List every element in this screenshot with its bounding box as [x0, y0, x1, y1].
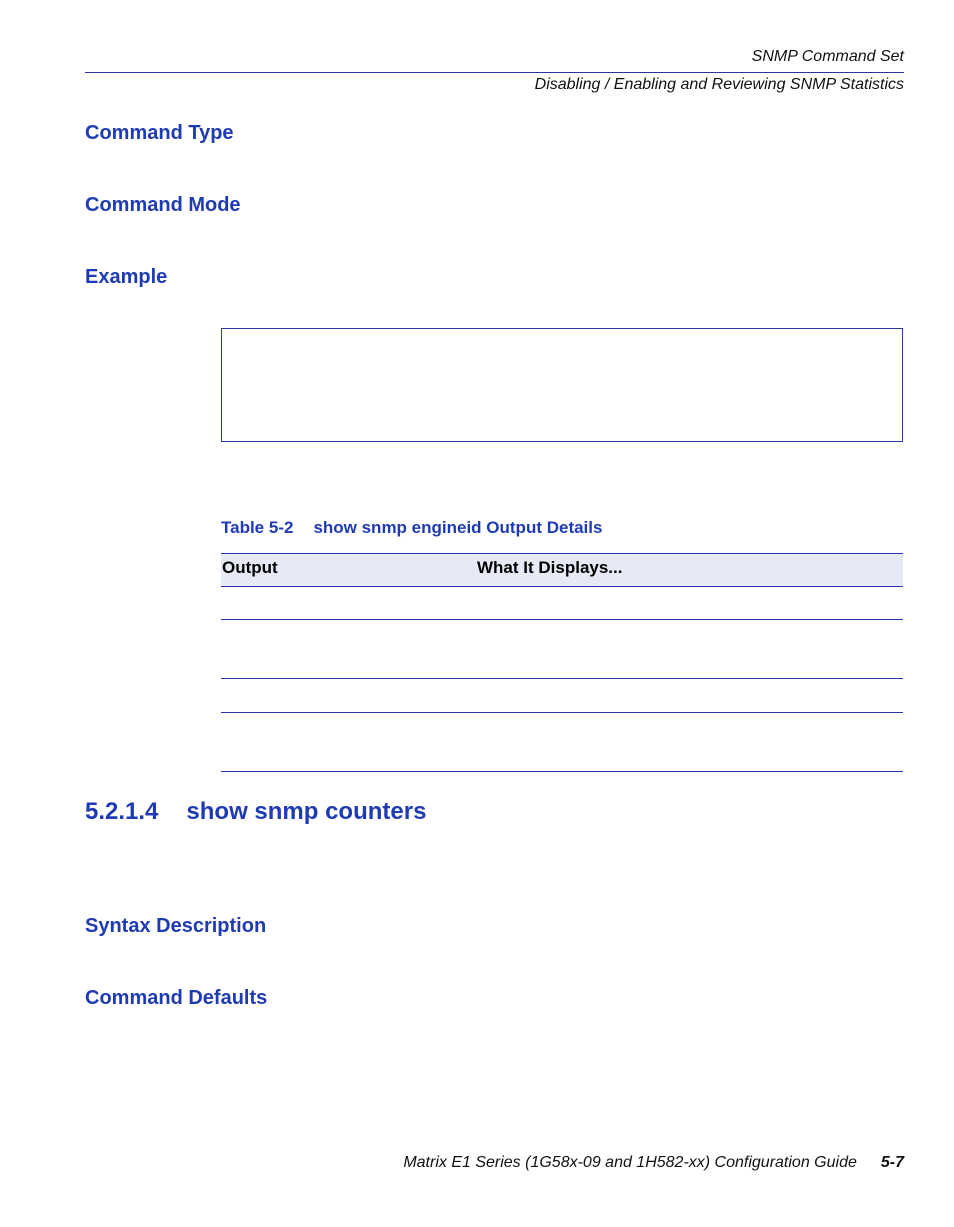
heading-example: Example: [85, 266, 168, 288]
section-title: [85, 798, 426, 826]
table-caption-title: show snmp engineid Output Details: [313, 518, 603, 537]
running-header-chapter: SNMP Command Set: [751, 48, 904, 65]
example-code-box: [221, 328, 903, 442]
table-caption: [221, 518, 602, 538]
running-header-section: Disabling / Enabling and Reviewing SNMP Statistics: [534, 76, 904, 93]
heading-command-defaults: Command Defaults: [85, 987, 268, 1009]
section-number: 5.2.1.4: [85, 798, 159, 825]
heading-command-mode: Command Mode: [85, 194, 241, 216]
table-header-row: [221, 553, 903, 587]
table-row-divider: [221, 678, 903, 679]
table-row-divider: [221, 771, 903, 772]
footer-guide-title: Matrix E1 Series (1G58x-09 and 1H582-xx) Configuration Guide: [403, 1154, 857, 1171]
footer-page-number: 5-7: [880, 1154, 904, 1171]
table-header-what-it-displays: What It Displays...: [477, 558, 623, 577]
table-row-divider: [221, 619, 903, 620]
heading-command-type: Command Type: [85, 122, 234, 144]
page-footer: [403, 1154, 904, 1172]
heading-syntax-description: Syntax Description: [85, 915, 267, 937]
table-header-output: Output: [222, 558, 278, 577]
header-rule: [85, 72, 904, 73]
table-caption-number: Table 5-2: [221, 518, 294, 537]
section-name: show snmp counters: [186, 798, 427, 825]
table-row-divider: [221, 712, 903, 713]
